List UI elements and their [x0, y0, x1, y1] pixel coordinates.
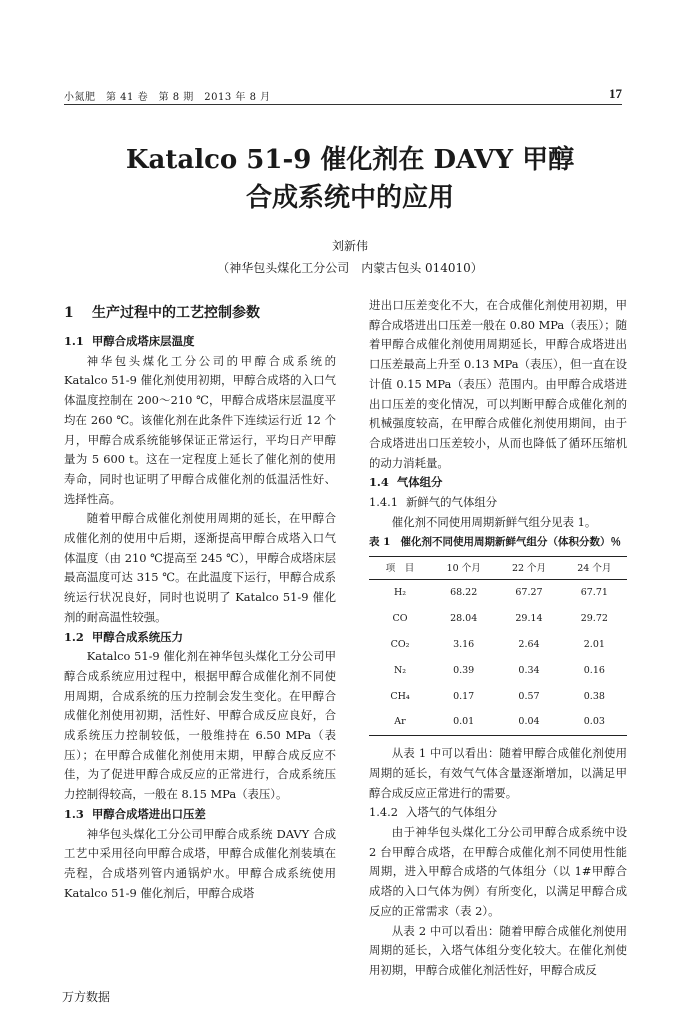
section-1-2-heading — [64, 628, 336, 648]
paragraph: 随着甲醇合成催化剂使用周期的延长，在甲醇合成催化剂的使用中后期，逐渐提高甲醇合成塔入口气体温度（由 210 ℃提高至 245 ℃），甲醇合成塔床层最高温度可达 315 ℃。在此温度下运行，甲醇合成系统运行状况良好，同时也说明了 Katalco 51-9 催化剂的耐高温性较强。 — [64, 511, 336, 624]
paragraph: 由于神华包头煤化工分公司甲醇合成系统中设 2 台甲醇合成塔，在甲醇合成催化剂不同使用性能周期，进入甲醇合成塔的气体组分（以 1#甲醇合成塔的入口气体为例）有所变化，以满足甲醇合成反应的正常需求（表 2）。 — [369, 825, 627, 918]
section-1-4-2-heading — [369, 803, 627, 823]
section-title: 气体组分 — [396, 475, 443, 490]
section-title: 甲醇合成塔进出口压差 — [91, 806, 206, 821]
paragraph: 从表 2 中可以看出：随着甲醇合成催化剂使用周期的延长，入塔气体组分变化较大。在催化剂使用初期，甲醇合成催化剂活性好，甲醇合成反 — [369, 923, 627, 977]
table-header-cell: 24 个月 — [562, 557, 627, 580]
table-header-cell: 10 个月 — [431, 557, 496, 580]
table-cell: 0.34 — [518, 664, 540, 676]
table-row — [369, 606, 627, 632]
section-number: 1.4 — [369, 475, 389, 490]
table-cell: 28.04 — [450, 613, 478, 625]
section-1-4-1-heading — [369, 493, 627, 513]
table-cell: CH₄ — [390, 690, 410, 702]
table-row — [369, 709, 627, 735]
section-title: 入塔气的气体组分 — [405, 805, 498, 820]
paper-title-line-2: 合成系统中的应用 — [245, 183, 454, 213]
paper-title-line-1: Katalco 51-9 催化剂在 DAVY 甲醇 — [125, 145, 575, 175]
affiliation: （神华包头煤化工分公司 内蒙古包头 014010） — [217, 261, 483, 275]
table-cell: 0.16 — [583, 664, 605, 676]
table-cell: 0.39 — [453, 664, 475, 676]
section-1-3-heading — [64, 805, 336, 825]
section-title: 甲醇合成系统压力 — [91, 629, 183, 644]
author: 刘新伟 — [331, 239, 368, 253]
table-row — [369, 658, 627, 684]
section-number: 1.2 — [64, 629, 84, 644]
section-title: 生产过程中的工艺控制参数 — [92, 305, 260, 321]
paragraph: 神华包头煤化工分公司的甲醇合成系统的 Katalco 51-9 催化剂使用初期，甲醇合成塔的入口气体温度控制在 200～210 ℃，甲醇合成塔床层温度平均在 260 ℃。该催化剂在此条件下连续运行近 12 个月，甲醇合成系统能够保证正常运行，平均日产甲醇量为 5 600 t。这在一定程度上延长了催化剂的使用寿命，同时也证明了甲醇合成催化剂的低温活性好、选择性高。 — [64, 353, 336, 506]
section-number: 1.3 — [64, 806, 84, 821]
table-cell: 67.71 — [580, 587, 608, 599]
section-1-4-heading — [369, 473, 627, 493]
section-1-heading — [64, 302, 336, 324]
table-cell: Ar — [369, 709, 431, 735]
table-cell: 0.38 — [583, 690, 605, 702]
section-number: 1.4.2 — [369, 805, 398, 820]
table-row — [369, 580, 627, 606]
table-cell: 3.16 — [453, 639, 475, 651]
section-1-1-heading — [64, 332, 336, 352]
table-cell: 67.27 — [515, 587, 543, 599]
table-cell: 29.72 — [580, 613, 608, 625]
running-header — [64, 84, 622, 105]
table-cell: 0.57 — [518, 690, 540, 702]
table-1-caption — [369, 534, 627, 550]
paragraph: Katalco 51-9 催化剂在神华包头煤化工分公司甲醇合成系统应用过程中，根据甲醇合成催化剂不同使用周期，合成系统的压力控制会发生变化。在甲醇合成催化剂使用初期，活性好、甲醇合成反应良好，合成系统压力控制较低，一般维持在 6.50 MPa（表压）；在甲醇合成催化剂使用末期，甲醇合成反应不佳，为了促进甲醇合成反应的正常进行，合成系统压力控制得较高，一般在 8.15 MPa（表压）。 — [64, 649, 336, 802]
table-cell: 2.64 — [518, 639, 540, 651]
table-cell: CO₂ — [390, 639, 410, 651]
paragraph: 催化剂不同使用周期新鲜气组分见表 1。 — [391, 514, 597, 529]
section-number: 1.1 — [64, 334, 84, 348]
paragraph: 进出口压差变化不大，在合成催化剂使用初期，甲醇合成塔进出口压差一般在 0.80 MPa（表压）；随着甲醇合成催化剂使用周期延长，甲醇合成塔进出口压差最高上升至 0.13 MPa（表压），但一直在设计值 0.15 MPa（表压）范围内。由甲醇合成塔进出口压差的变化情况，可以判断甲醇合成催化剂的机械强度较高，在甲醇合成催化剂使用期间，由于合成塔进出口压差较小，从而也降低了循环压缩机的动力消耗量。 — [369, 298, 627, 470]
table-header-row — [369, 557, 627, 580]
table-header-cell: 项 目 — [369, 557, 431, 580]
table-cell: 2.01 — [583, 639, 605, 651]
right-column — [369, 296, 627, 981]
table-cell: 29.14 — [515, 613, 543, 625]
section-title: 甲醇合成塔床层温度 — [91, 334, 195, 348]
table-row — [369, 632, 627, 658]
page-number: 17 — [609, 86, 622, 101]
table-caption-text: 催化剂不同使用周期新鲜气组分（体积分数）％ — [400, 536, 621, 549]
table-cell: 0.04 — [496, 709, 561, 735]
table-cell: CO — [392, 613, 408, 625]
table-cell: H₂ — [393, 587, 407, 599]
table-cell: 0.17 — [453, 690, 475, 702]
paragraph: 从表 1 中可以看出：随着甲醇合成催化剂使用周期的延长，有效气气体含量逐渐增加，以满足甲醇合成反应正常进行的需要。 — [369, 746, 627, 800]
section-number: 1 — [64, 305, 74, 321]
table-header-cell: 22 个月 — [496, 557, 561, 580]
section-title: 新鲜气的气体组分 — [405, 495, 498, 510]
table-cell: 68.22 — [450, 587, 478, 599]
table-row — [369, 684, 627, 710]
table-label: 表 1 — [369, 536, 391, 549]
table-cell: 0.03 — [562, 709, 627, 735]
table-cell: 0.01 — [431, 709, 496, 735]
table-1 — [369, 556, 627, 736]
paragraph: 神华包头煤化工分公司甲醇合成系统 DAVY 合成工艺中采用径向甲醇合成塔，甲醇合成催化剂装填在壳程，合成塔列管内通锅炉水。甲醇合成系统使用 Katalco 51-9 催化剂后，甲醇合成塔 — [64, 826, 336, 900]
table-cell: N₂ — [393, 664, 407, 676]
left-column — [64, 296, 336, 903]
watermark-footer: 万方数据 — [62, 990, 111, 1004]
journal-info: 小氮肥 第 41 卷 第 8 期 2013 年 8 月 — [64, 92, 271, 103]
section-number: 1.4.1 — [369, 495, 398, 510]
